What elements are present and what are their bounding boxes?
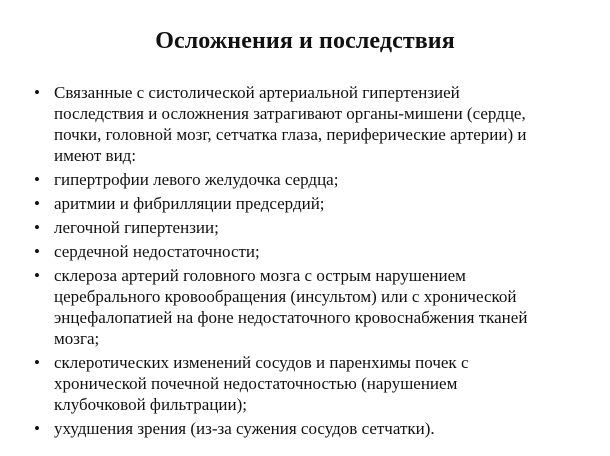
bullet-line: последствия и осложнения затрагивают органы-мишени (сердце, [54, 104, 526, 123]
bullet-line: склероза артерий головного мозга с острым нарушением [54, 266, 466, 285]
bullet-line: сердечной недостаточности; [54, 242, 260, 261]
bullet-line: аритмии и фибрилляции предсердий; [54, 194, 325, 213]
bullet-icon: • [34, 419, 40, 438]
bullet-line: хронической почечной недостаточностью (нарушением [54, 374, 458, 393]
bullet-list [34, 82, 594, 442]
list-item [34, 418, 594, 439]
list-item [34, 265, 594, 349]
bullet-icon: • [34, 170, 40, 189]
list-item [34, 352, 594, 415]
bullet-line: мозга; [54, 329, 100, 348]
list-item [34, 82, 594, 166]
bullet-line: имеют вид: [54, 146, 137, 165]
bullet-icon: • [34, 266, 40, 285]
bullet-line: склеротических изменений сосудов и паренхимы почек с [54, 353, 469, 372]
bullet-icon: • [34, 83, 40, 102]
bullet-icon: • [34, 194, 40, 213]
slide-title: Осложнения и последствия [155, 28, 455, 54]
list-item [34, 193, 594, 214]
bullet-icon: • [34, 353, 40, 372]
bullet-icon: • [34, 218, 40, 237]
list-item [34, 241, 594, 262]
list-item [34, 217, 594, 238]
bullet-line: клубочковой фильтрации); [54, 395, 247, 414]
bullet-line: ухудшения зрения (из-за сужения сосудов сетчатки). [54, 419, 435, 438]
bullet-icon: • [34, 242, 40, 261]
bullet-line: легочной гипертензии; [54, 218, 219, 237]
bullet-line: Связанные с систолической артериальной гипертензией [54, 83, 460, 102]
bullet-line: гипертрофии левого желудочка сердца; [54, 170, 339, 189]
list-item [34, 169, 594, 190]
bullet-line: церебрального кровообращения (инсультом) или с хронической [54, 287, 517, 306]
bullet-line: почки, головной мозг, сетчатка глаза, периферические артерии) и [54, 125, 527, 144]
bullet-line: энцефалопатией на фоне недостаточного кровоснабжения тканей [54, 308, 528, 327]
